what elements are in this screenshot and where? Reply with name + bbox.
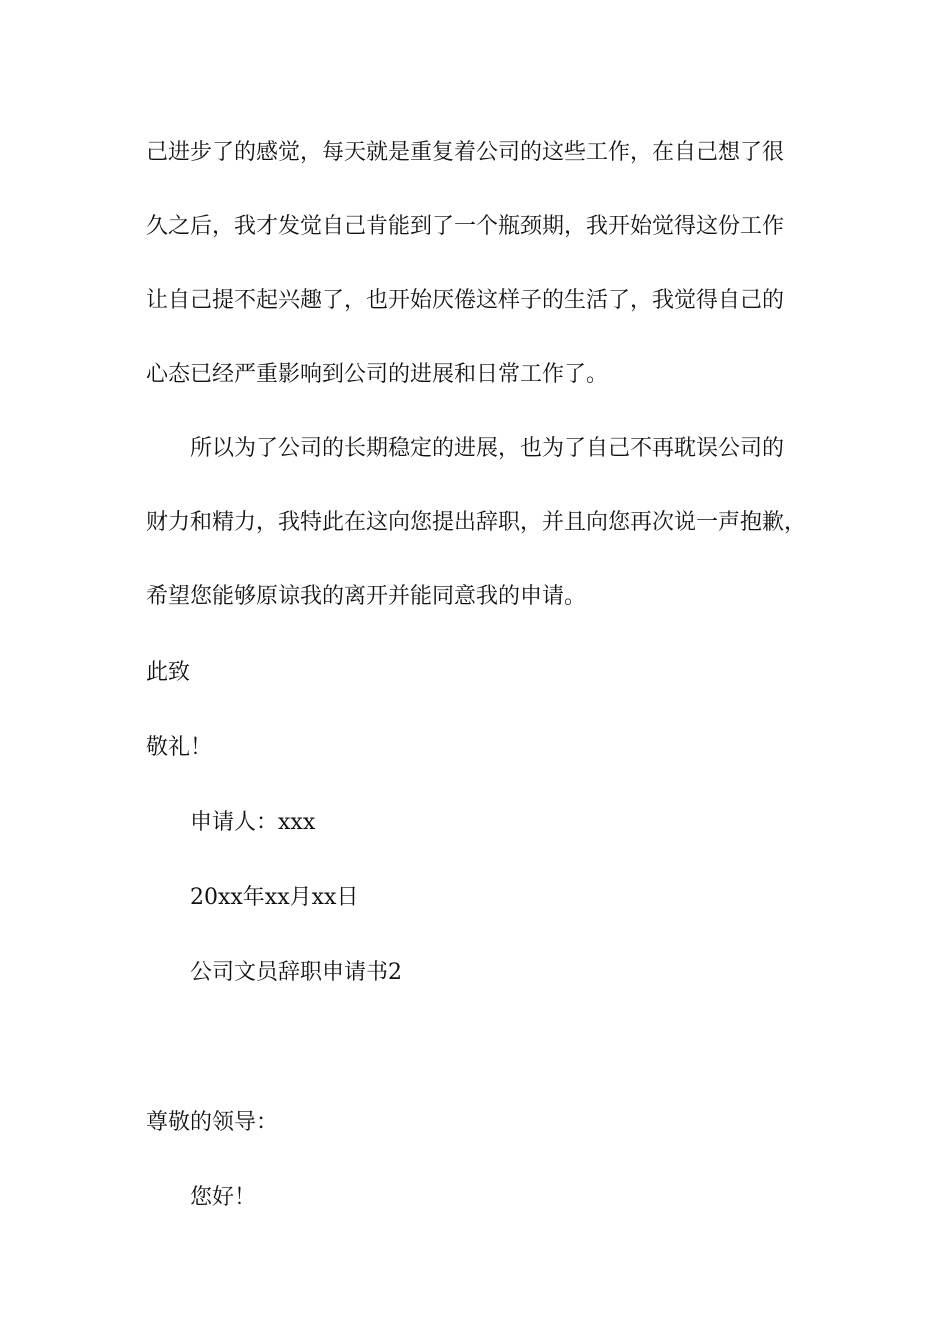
paragraph-1-line-1: 己进步了的感觉，每天就是重复着公司的这些工作，在自己想了很 — [146, 140, 785, 165]
applicant-name: 申请人：xxx — [190, 810, 316, 835]
paragraph-1-line-4: 心态已经严重影响到公司的进展和日常工作了。 — [146, 362, 609, 387]
paragraph-2-line-2: 财力和精力，我特此在这向您提出辞职，并且向您再次说一声抱歉， — [146, 510, 807, 535]
application-date: 20xx年xx月xx日 — [190, 885, 359, 910]
salutation: 尊敬的领导： — [146, 1110, 279, 1135]
paragraph-2-line-3: 希望您能够原谅我的离开并能同意我的申请。 — [146, 584, 587, 609]
paragraph-1-line-3: 让自己提不起兴趣了，也开始厌倦这样子的生活了，我觉得自己的 — [146, 288, 785, 313]
paragraph-2-line-1: 所以为了公司的长期稳定的进展，也为了自己不再耽误公司的 — [190, 436, 785, 461]
paragraph-1-line-2: 久之后，我才发觉自己肯能到了一个瓶颈期，我开始觉得这份工作 — [146, 214, 785, 239]
closing-line-1: 此致 — [146, 660, 191, 685]
closing-line-2: 敬礼！ — [146, 735, 213, 760]
greeting: 您好！ — [190, 1185, 257, 1210]
next-letter-title: 公司文员辞职申请书2 — [190, 960, 402, 985]
